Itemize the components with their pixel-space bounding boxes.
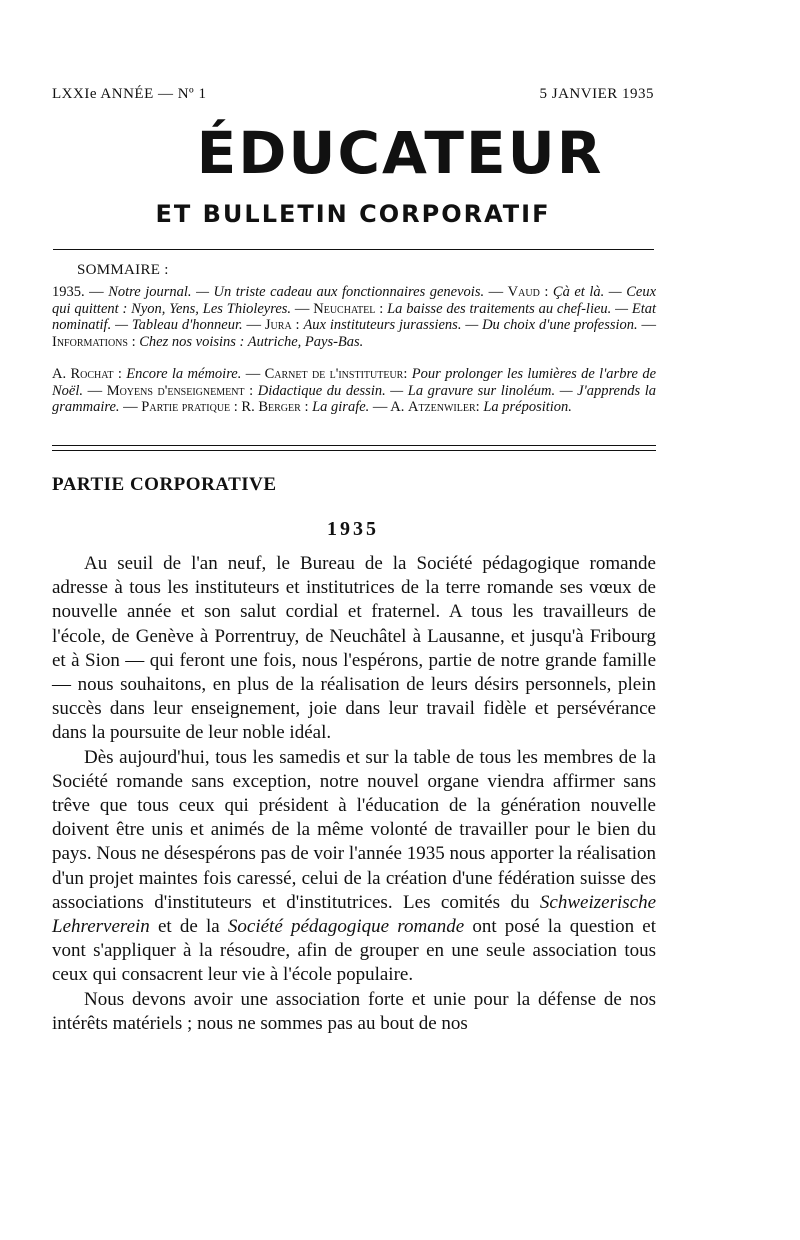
sommaire-text: — — [242, 317, 265, 334]
sommaire-text: : — [113, 366, 127, 382]
sommaire-text: — — [83, 382, 107, 399]
sommaire-text: A. — [52, 366, 71, 382]
sommaire-entry-rochat — [52, 366, 656, 416]
sommaire-rubric: Vaud — [507, 284, 540, 300]
sommaire-text: : — [403, 366, 412, 382]
sommaire-text: : — [127, 333, 140, 350]
paragraph-text: et de la — [149, 916, 228, 938]
sommaire-text: Aux instituteurs jurassiens. — Du choix d'une profession. — [303, 317, 638, 334]
sommaire-text: : — [539, 284, 553, 300]
paragraph-3: Nous devons avoir une association forte et unie pour la défense de nos intérêts matériels ; nous ne sommes pas au bout de nos — [52, 988, 656, 1034]
sommaire-author: Rochat — [70, 366, 114, 382]
sommaire-rubric: Jura — [264, 317, 292, 334]
sommaire-text: : R. — [230, 399, 259, 416]
paragraph-2 — [52, 746, 656, 988]
sommaire-text: 1935. — — [52, 284, 109, 300]
sommaire-text: — — [291, 300, 314, 317]
sommaire-rubric: Partie pratique — [141, 399, 231, 416]
article-body — [52, 552, 656, 1036]
paragraph-text: ont posé la question et vont s'appliquer à la résoudre, afin de grouper en une seule association tous ceux qui consacrent leur vie à l'école populaire. — [52, 916, 656, 986]
paragraph-text: Dès aujourd'hui, tous les samedis et sur la table de tous les membres de la Société romande sans exception, notre nouvel organe viendra affirmer sans trêve que tous ceux qui président à l'éducation de la génération nouvelle doivent être unis et animés de la même volonté de travailler pour le bien du pays. Nous ne désespérons pas de voir l'année 1935 nous apporter la réalisation d'un projet maintes fois caressé, celui de la création d'une fédération suisse des associations d'instituteurs et d'institutrices. Les comités du — [52, 746, 656, 913]
sommaire-text: Notre journal. — Un triste cadeau aux fonctionnaires genevois. — [108, 284, 485, 300]
sommaire-text: Chez nos voisins : Autriche, Pays-Bas. — [139, 333, 364, 350]
sommaire-author: Atzenwiler — [407, 399, 476, 416]
sommaire-text: — A. — [369, 399, 408, 416]
sommaire-text: La préposition. — [483, 399, 572, 416]
article-title: 1935 — [327, 518, 379, 540]
sommaire-rubric: Carnet de l'instituteur — [264, 366, 404, 382]
issue-date: 5 JANVIER 1935 — [539, 86, 654, 102]
section-heading: PARTIE CORPORATIVE — [52, 474, 277, 495]
sommaire-text: La girafe. — [312, 399, 370, 416]
sommaire-text: — — [241, 366, 265, 382]
issue-number: LXXIe ANNÉE — Nº 1 — [52, 86, 207, 102]
sommaire-rubric: Moyens d'enseignement — [106, 382, 245, 399]
sommaire-rubric: Neuchatel — [313, 300, 376, 317]
sommaire-text: : — [475, 399, 484, 416]
sommaire-text: Encore la mémoire. — [126, 366, 242, 382]
sommaire-double-rule — [52, 445, 656, 451]
paragraph-emphasis: Société pédagogique romande — [227, 916, 465, 938]
paragraph-1: Au seuil de l'an neuf, le Bureau de la Société pédagogique romande adresse à tous les instituteurs et institutrices de la terre romande ses vœux de nouvelle année et son salut cordial et fraternel. A tous les travailleurs de l'école, de Genève à Porrentruy, de Neuchâtel à Lausanne, et jusqu'à Fribourg et à Sion — qui feront une fois, nous l'espérons, partie de notre grande famille — nous souhaitons, en plus de la réalisation de leurs désirs personnels, plein succès dans leur enseignement, joie dans leur travail fidèle et persévérance dans la poursuite de leur noble idéal. — [52, 553, 656, 744]
sommaire-text: : — [291, 317, 304, 334]
sommaire-rubric: Informations — [52, 333, 128, 350]
sommaire-text: : — [300, 399, 313, 416]
sommaire-text: — — [637, 317, 657, 334]
header-rule — [53, 249, 654, 250]
sommaire-text: Didactique du dessin. — La gravure sur linoléum. — J'apprends la grammaire. — [52, 382, 656, 416]
sommaire-text: Pour prolonger les lumières de l'arbre de Noël. — [52, 366, 657, 399]
sommaire-text: — — [484, 284, 508, 300]
sommaire-entry-1935 — [52, 284, 656, 350]
sommaire-author: Berger — [258, 399, 301, 416]
sommaire-text: : — [375, 300, 388, 317]
sommaire-text: — — [119, 399, 142, 416]
sommaire-text: Çà et là. — Ceux qui quittent : Nyon, Yens, Les Thioleyres. — [52, 284, 657, 317]
sommaire-label: SOMMAIRE : — [77, 262, 169, 278]
sommaire-text: La baisse des traitements au chef-lieu. — Etat nominatif. — Tableau d'honneur. — [52, 300, 657, 334]
paragraph-emphasis: Schweizerische Lehrerverein — [52, 891, 656, 938]
sommaire-text: : — [244, 382, 258, 399]
journal-subtitle: ET BULLETIN CORPORATIF — [155, 200, 551, 228]
journal-title: ÉDUCATEUR — [196, 119, 604, 187]
